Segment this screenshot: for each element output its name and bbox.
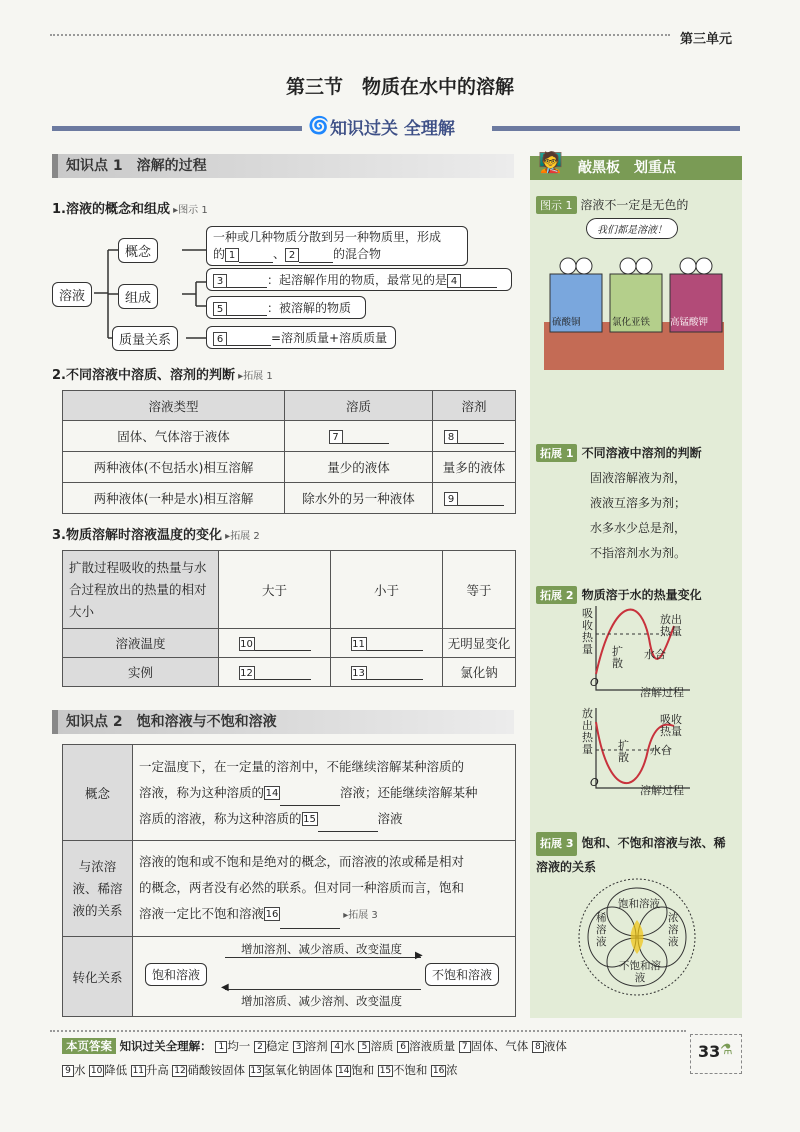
ext2-title	[536, 586, 702, 604]
section-banner: 知识过关 全理解	[330, 119, 455, 139]
blank-3[interactable]: 3	[213, 274, 227, 288]
answer: 降低	[104, 1063, 128, 1077]
venn-unsaturated: 不饱和溶液	[619, 960, 661, 984]
arrow-left-head-icon: ◀	[221, 982, 229, 993]
answer: 水	[343, 1039, 355, 1053]
note1-text: 溶液不一定是无色的	[580, 198, 689, 212]
answers-tag: 本页答案	[62, 1038, 116, 1054]
note1	[536, 196, 688, 214]
blank-2[interactable]: 2	[285, 248, 299, 262]
concept-l3b: 溶液	[377, 810, 403, 826]
concept-l3a: 溶质的溶液，称为这种溶质的	[139, 810, 302, 826]
cell: 溶液的饱和或不饱和是绝对的概念，而溶液的浓或稀是相对 的概念，两者没有必然的联系。但对同一种溶质而言，饱和 溶液一定比不饱和溶液 16 ▸拓展 3	[133, 841, 516, 937]
cell: 溶液温度	[63, 629, 219, 658]
kp2-title: 知识点 2 饱和溶液与不饱和溶液	[52, 710, 514, 734]
beakers-illustration	[540, 244, 730, 374]
cell	[219, 629, 331, 658]
answers-line1: 本页答案 知识过关全理解： 1 均一 2 稳定 3 溶剂 4 水 5 溶质 6 溶液质量 7 固体、气体 8 液体	[62, 1038, 682, 1054]
blank-14[interactable]: 14	[265, 788, 279, 799]
banner-swirl-icon: 🌀	[308, 116, 330, 136]
cell	[433, 483, 516, 514]
blank-9[interactable]: 9	[444, 492, 458, 506]
answer: 氢氧化钠固体	[263, 1063, 333, 1077]
blank-5[interactable]: 5	[213, 302, 227, 316]
ext1-tag: 拓展 1	[536, 444, 577, 462]
concept-line1: 一种或几种物质分散到另一种物质里，形成	[213, 230, 442, 244]
beaker-label-3: 高锰酸钾	[670, 317, 709, 328]
arrow-left-icon	[225, 989, 421, 990]
conv-top-text: 增加溶剂、减少溶质、改变温度	[241, 942, 402, 956]
mass-box	[206, 326, 396, 349]
composition-node: 组成	[118, 284, 158, 309]
cell: 扩散过程吸收的热量与水合过程放出的热量的相对大小	[63, 551, 219, 629]
ext1-line: 不指溶剂水为剂。	[590, 546, 687, 560]
g1-ylabel: 吸收热量	[582, 607, 593, 656]
answer: 稳定	[265, 1039, 289, 1053]
side-head-text: 敲黑板 划重点	[578, 160, 676, 176]
blank-10[interactable]: 10	[240, 638, 253, 650]
ext1-line: 固液溶解液为剂，	[590, 471, 687, 485]
ext3-title	[536, 832, 736, 878]
cell: 两种液体(一种是水)相互溶解	[63, 483, 285, 514]
cell	[331, 629, 443, 658]
blank-16[interactable]: 16	[265, 909, 279, 920]
solvent-text: ：起溶解作用的物质，最常见的是	[267, 273, 448, 287]
s3-heading-text: 3.物质溶解时溶液温度的变化	[52, 528, 222, 543]
answer: 饱和	[351, 1063, 375, 1077]
g2-xlabel: 溶解过程	[640, 784, 684, 797]
unit-label: 第三单元	[680, 32, 733, 47]
g2-diffuse-label: 扩散	[618, 739, 629, 764]
answer: 液体	[543, 1039, 567, 1053]
blank-7[interactable]: 7	[329, 430, 343, 444]
cell	[331, 658, 443, 687]
page-number: 33	[698, 1042, 721, 1061]
answer: 均一	[227, 1039, 251, 1053]
ext2-title-text: 物质溶于水的热量变化	[581, 588, 702, 602]
arrow-right-head-icon: ▶	[415, 950, 423, 961]
answers-border	[50, 1030, 686, 1032]
venn-dilute: 稀溶液	[596, 912, 607, 948]
s3-heading: 3.物质溶解时溶液温度的变化 ▸拓展 2	[52, 528, 260, 543]
answer: 不饱和	[392, 1063, 428, 1077]
ext1-line: 液液互溶多为剂；	[590, 496, 687, 510]
cell: 与浓溶液、稀溶液的关系	[63, 841, 133, 937]
page-title: 第三节 物质在水中的溶解	[285, 76, 514, 98]
header-dots	[50, 34, 670, 36]
solute-solvent-table	[62, 390, 516, 514]
mass-text: =溶剂质量+溶质质量	[271, 331, 388, 345]
ext1-lines	[590, 466, 686, 566]
answer: 升高	[145, 1063, 169, 1077]
ext1-line: 水多水少总是剂，	[590, 521, 687, 535]
ext2-tag: 拓展 2	[536, 586, 577, 604]
cell: 小于	[331, 551, 443, 629]
s3-ref: 拓展 2	[230, 531, 260, 542]
concept-line2c: 的混合物	[333, 247, 382, 261]
g1-hydrate-label: 水合	[644, 648, 666, 661]
solute-text: ：被溶解的物质	[267, 301, 352, 315]
concept-node: 概念	[118, 238, 158, 263]
ext3-title-text: 饱和、不饱和溶液与浓、稀溶液的关系	[536, 836, 726, 874]
cell: 氯化钠	[443, 658, 516, 687]
th-solvent: 溶剂	[433, 391, 516, 421]
cell: 转化关系	[63, 937, 133, 1017]
cell: 量多的液体	[433, 452, 516, 483]
cell	[285, 421, 433, 452]
kp1-title: 知识点 1 溶解的过程	[52, 154, 514, 178]
s2-heading-text: 2.不同溶液中溶质、溶剂的判断	[52, 368, 235, 383]
temperature-table	[62, 550, 516, 687]
answer: 固体、气体	[470, 1039, 529, 1053]
answer: 浓	[446, 1063, 458, 1077]
s2-ref: 拓展 1	[243, 371, 273, 382]
cell	[433, 421, 516, 452]
th-solute: 溶质	[285, 391, 433, 421]
rel-ref: 拓展 3	[348, 909, 378, 921]
blank-1[interactable]: 1	[225, 248, 239, 262]
ext1-title-text: 不同溶液中溶剂的判断	[581, 446, 702, 460]
concept-box	[206, 226, 468, 266]
flask-icon: ⚗	[720, 1042, 733, 1058]
cell: 除水外的另一种液体	[285, 483, 433, 514]
arrow-right-icon	[225, 957, 421, 958]
cell: 固体、气体溶于液体	[63, 421, 285, 452]
answers-label: 知识过关全理解：	[119, 1039, 212, 1053]
g1-diffuse-label: 扩散	[612, 645, 623, 670]
g1-xlabel: 溶解过程	[640, 686, 684, 699]
cell: 等于	[443, 551, 516, 629]
answer: 溶液质量	[409, 1039, 456, 1053]
th-type: 溶液类型	[63, 391, 285, 421]
cell: 两种液体(不包括水)相互溶解	[63, 452, 285, 483]
venn-concentrated: 浓溶液	[668, 912, 679, 948]
blank-11[interactable]: 11	[352, 638, 365, 650]
s2-heading: 2.不同溶液中溶质、溶剂的判断 ▸拓展 1	[52, 368, 273, 383]
answer: 溶质	[370, 1039, 394, 1053]
blank-8[interactable]: 8	[444, 430, 458, 444]
venn-saturated: 饱和溶液	[618, 898, 660, 910]
concept-l2a: 溶液，称为这种溶质的	[139, 784, 265, 800]
g2-ylabel: 放出热量	[582, 707, 593, 756]
g1-out-label: 放出热量	[660, 613, 682, 638]
conversion-cell	[133, 937, 516, 1017]
g2-hydrate-label: 水合	[650, 744, 672, 757]
solute-box	[206, 296, 366, 319]
rel-l3: 溶液一定比不饱和溶液	[139, 905, 265, 921]
ext3-tag: 拓展 3	[536, 832, 577, 856]
ext1-title	[536, 444, 702, 462]
rel-l1: 溶液的饱和或不饱和是绝对的概念，而溶液的浓或稀是相对	[139, 853, 465, 869]
beaker-label-1: 硫酸铜	[552, 317, 581, 328]
s1-heading: 1.溶液的概念和组成 ▸图示 1	[52, 202, 208, 217]
saturated-box: 饱和溶液	[145, 963, 207, 986]
concept-l2b: 溶液；还能继续溶解某种	[340, 784, 478, 800]
blank-13[interactable]: 13	[352, 667, 365, 679]
solution-node: 溶液	[52, 282, 92, 307]
cell: 概念	[63, 745, 133, 841]
blank-15[interactable]: 15	[303, 814, 316, 825]
cell: 无明显变化	[443, 629, 516, 658]
cell: 量少的液体	[285, 452, 433, 483]
cell: 大于	[219, 551, 331, 629]
conv-bottom-text: 增加溶质、减少溶剂、改变温度	[241, 994, 402, 1008]
teacher-icon: 🧑‍🏫	[538, 150, 563, 174]
unsaturated-box: 不饱和溶液	[425, 963, 499, 986]
blank-12[interactable]: 12	[240, 667, 253, 679]
cell	[219, 658, 331, 687]
concept-line2a: 的	[213, 247, 226, 261]
blank-4[interactable]: 4	[447, 274, 461, 288]
concept-l1: 一定温度下，在一定量的溶剂中，不能继续溶解某种溶质的	[139, 758, 465, 774]
rel-l2: 的概念，两者没有必然的联系。但对同一种溶质而言，饱和	[139, 879, 465, 895]
s1-heading-text: 1.溶液的概念和组成	[52, 202, 170, 217]
answer: 溶剂	[304, 1039, 328, 1053]
blank-6[interactable]: 6	[213, 332, 227, 346]
g1-origin: O	[590, 676, 599, 689]
mass-relation-node: 质量关系	[112, 326, 178, 351]
s1-ref: 图示 1	[178, 205, 208, 216]
note1-tag: 图示 1	[536, 196, 577, 214]
banner-line-right	[492, 126, 740, 131]
speech-bubble: 我们都是溶液！	[586, 218, 678, 239]
cell: 实例	[63, 658, 219, 687]
saturated-table	[62, 744, 516, 1017]
concept-line2b: 、	[273, 247, 286, 261]
answers-line2: 9 水 10 降低 11 升高 12 硝酸铵固体 13 氢氧化钠固体 14 饱和 15 不饱和 16 浓	[62, 1062, 682, 1078]
solvent-box	[206, 268, 512, 291]
answer: 硝酸铵固体	[187, 1063, 245, 1077]
g2-origin: O	[590, 776, 599, 789]
banner-line-left	[52, 126, 302, 131]
answer: 水	[74, 1063, 86, 1077]
cell	[133, 745, 516, 841]
beaker-label-2: 氯化亚铁	[612, 317, 651, 328]
g2-in-label: 吸收热量	[660, 713, 682, 738]
